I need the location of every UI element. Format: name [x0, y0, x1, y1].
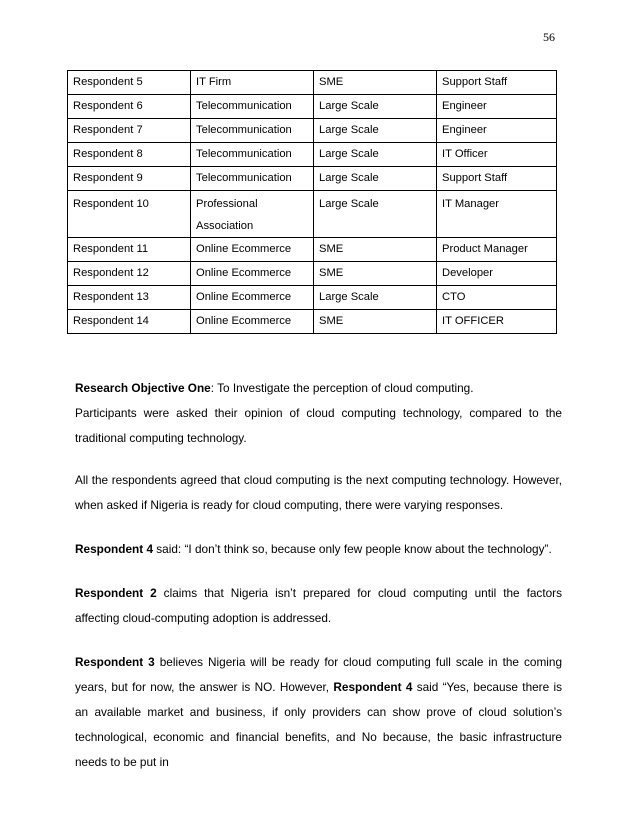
- table-cell: IT Manager: [437, 191, 557, 238]
- table-cell: SME: [314, 262, 437, 286]
- table-cell: Large Scale: [314, 95, 437, 119]
- table-cell: Large Scale: [314, 143, 437, 167]
- respondent-2-text: claims that Nigeria isn’t prepared for cloud computing until the factors affecting cloud-computing adoption is addressed.: [75, 586, 562, 625]
- paragraph-respondent-4: [75, 537, 562, 562]
- table-cell: Respondent 6: [68, 95, 191, 119]
- table-cell: SME: [314, 238, 437, 262]
- table-cell: SME: [314, 71, 437, 95]
- table-row: [68, 71, 557, 95]
- paragraph-agreement-text: All the respondents agreed that cloud computing is the next computing technology. However, when asked if Nigeria is ready for cloud computing, there were varying responses.: [75, 473, 562, 512]
- table-cell: IT Officer: [437, 143, 557, 167]
- objective-section: [75, 376, 562, 451]
- respondent-4-label-2: Respondent 4: [333, 680, 413, 694]
- table-cell: Respondent 11: [68, 238, 191, 262]
- table-cell: Engineer: [437, 119, 557, 143]
- table-cell: Large Scale: [314, 286, 437, 310]
- table-cell: Online Ecommerce: [191, 238, 314, 262]
- table-cell: Respondent 8: [68, 143, 191, 167]
- table-cell: Large Scale: [314, 167, 437, 191]
- table-cell: Respondent 7: [68, 119, 191, 143]
- table-row: [68, 95, 557, 119]
- table-cell: Telecommunication: [191, 95, 314, 119]
- table-row: [68, 286, 557, 310]
- table-row: [68, 191, 557, 238]
- table-row: [68, 143, 557, 167]
- table-cell: Professional Association: [191, 191, 314, 238]
- table-cell: Telecommunication: [191, 167, 314, 191]
- table-cell: Support Staff: [437, 71, 557, 95]
- respondent-4-quote: said: “I don’t think so, because only few people know about the technology”.: [153, 542, 552, 556]
- paragraph-participants: Participants were asked their opinion of cloud computing technology, compared to the traditional computing technology.: [75, 406, 562, 445]
- table-cell: Respondent 10: [68, 191, 191, 238]
- table-cell: Product Manager: [437, 238, 557, 262]
- paragraph-agreement: [75, 468, 562, 518]
- respondent-2-label: Respondent 2: [75, 586, 157, 600]
- table-cell: CTO: [437, 286, 557, 310]
- table-row: [68, 262, 557, 286]
- table-cell: Large Scale: [314, 119, 437, 143]
- table-cell: IT OFFICER: [437, 310, 557, 334]
- respondent-4-text-2: said “Yes, because there is an available market and business, if only providers can show prove of cloud solution’s technological, economic and financial benefits, and No because, the basic infrastructure needs to be put in: [75, 680, 562, 769]
- respondent-4-label: Respondent 4: [75, 542, 153, 556]
- respondents-table: [67, 70, 557, 334]
- table-cell: Online Ecommerce: [191, 310, 314, 334]
- page-number: 56: [543, 30, 555, 44]
- paragraph-respondent-3: [75, 650, 562, 775]
- table-cell: IT Firm: [191, 71, 314, 95]
- table-cell: Large Scale: [314, 191, 437, 238]
- table-cell: Online Ecommerce: [191, 262, 314, 286]
- objective-line: [75, 376, 562, 401]
- table-cell: Respondent 12: [68, 262, 191, 286]
- table-cell: Support Staff: [437, 167, 557, 191]
- table-cell: Telecommunication: [191, 143, 314, 167]
- table-cell: Engineer: [437, 95, 557, 119]
- objective-text: : To Investigate the perception of cloud computing.: [210, 381, 474, 395]
- table-cell: Respondent 13: [68, 286, 191, 310]
- paragraph-respondent-2: [75, 581, 562, 631]
- table-row: [68, 238, 557, 262]
- respondent-3-text: believes Nigeria will be ready for cloud computing full scale in the coming years, but for now, the answer is NO. However,: [75, 655, 563, 694]
- table-cell: Respondent 14: [68, 310, 191, 334]
- respondent-3-label: Respondent 3: [75, 655, 155, 669]
- table-cell: Respondent 9: [68, 167, 191, 191]
- table-row: [68, 119, 557, 143]
- table-row: [68, 310, 557, 334]
- table-cell: Developer: [437, 262, 557, 286]
- table-cell: Telecommunication: [191, 119, 314, 143]
- table-cell: SME: [314, 310, 437, 334]
- objective-label: Research Objective One: [75, 381, 211, 395]
- table-cell: Online Ecommerce: [191, 286, 314, 310]
- table-cell: Respondent 5: [68, 71, 191, 95]
- table-row: [68, 167, 557, 191]
